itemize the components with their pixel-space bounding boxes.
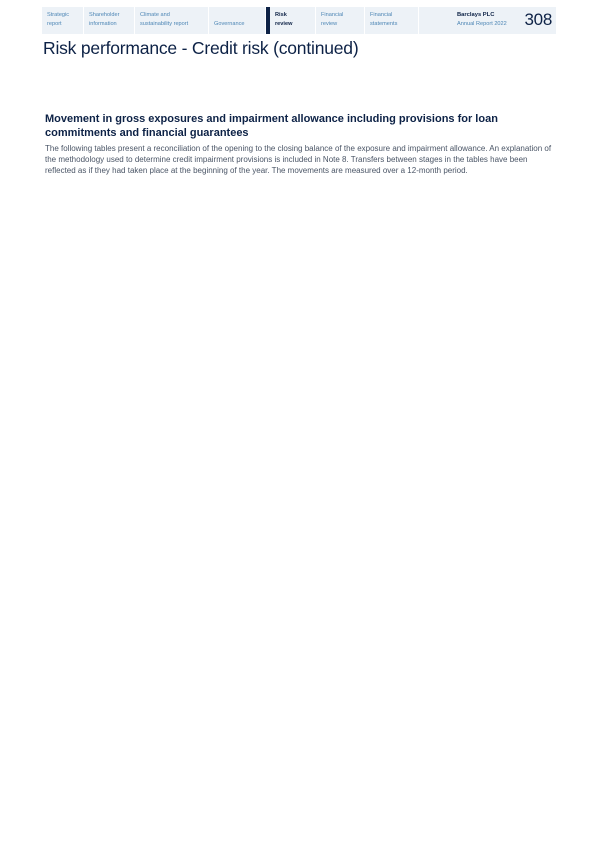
report-name: Annual Report 2022 <box>457 20 507 27</box>
nav-label-line2: information <box>89 20 117 27</box>
page-number: 308 <box>524 10 552 29</box>
nav-label-line2: review <box>275 20 293 27</box>
nav-label-line2: sustainability report <box>140 20 189 27</box>
nav-financial-statements[interactable] <box>365 7 419 34</box>
nav-governance[interactable] <box>209 7 266 34</box>
nav-label-line1: Strategic <box>47 12 70 18</box>
nav-climate-sustainability-report[interactable] <box>135 7 209 34</box>
section-body-text: The following tables present a reconciliation of the opening to the closing balance of the exposure and impairment allowance. An explanation of the methodology used to determine credit impairment provisions is included in Note 8. Transfers between stages in the tables have been reflected as if they had taken place at the beginning of the year. The movements are measured over a 12-month period. <box>45 144 552 176</box>
nav-label-line1: Financial <box>321 12 344 18</box>
section-heading: Movement in gross exposures and impairment allowance including provisions for loan commitments and financial guarantees <box>45 113 498 139</box>
page-title: Risk performance - Credit risk (continued) <box>43 38 359 58</box>
nav-label-line1: Risk <box>275 12 287 18</box>
nav-label-line1 <box>214 11 266 20</box>
brand-block <box>419 7 556 34</box>
nav-label-line1: Financial <box>370 12 393 18</box>
nav-label-line1: Shareholder <box>89 12 120 18</box>
nav-shareholder-information[interactable] <box>84 7 135 34</box>
nav-label-line2: Governance <box>214 20 245 27</box>
nav-strategic-report[interactable] <box>42 7 84 34</box>
brand-name: Barclays PLC <box>457 12 495 18</box>
top-navigation-bar <box>42 7 556 34</box>
nav-label-line2: statements <box>370 20 398 27</box>
nav-label-line2: review <box>321 20 338 27</box>
nav-risk-review[interactable] <box>270 7 316 34</box>
nav-label-line2: report <box>47 20 62 27</box>
nav-label-line1: Climate and <box>140 12 170 18</box>
nav-financial-review[interactable] <box>316 7 365 34</box>
